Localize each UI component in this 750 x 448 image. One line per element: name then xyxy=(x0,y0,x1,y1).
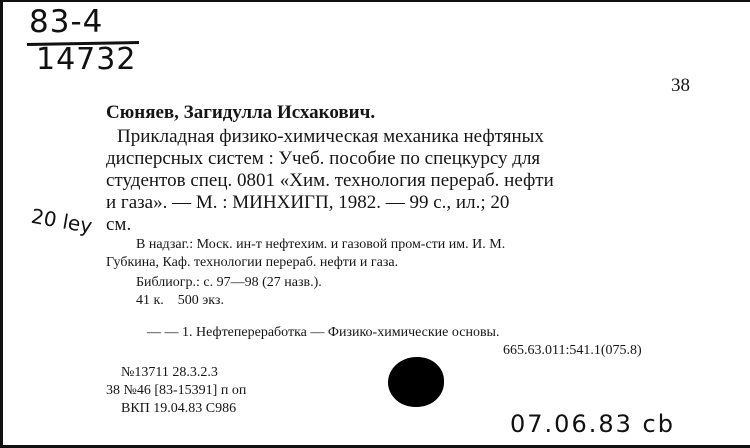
title-line: и газа». — М. : МИНХИГП, 1982. — 99 с., ил.; 20 xyxy=(106,192,510,213)
title-line: Прикладная физико-химическая механика нефтяных xyxy=(117,126,544,147)
handwritten-shelf-mark: 83-4 xyxy=(29,4,104,40)
title-line: см. xyxy=(106,214,132,235)
note-line: Библиогр.: с. 97—98 (27 назв.). xyxy=(136,275,322,290)
handwritten-margin-note: 20 ley xyxy=(29,203,95,239)
footer-line: 38 №46 [83-15391] п оп xyxy=(106,383,247,398)
classification-index: 665.63.011:541.1(075.8) xyxy=(503,343,642,358)
handwritten-inventory-number: 14732 xyxy=(36,42,137,77)
footer-line: №13711 28.3.2.3 xyxy=(121,365,218,380)
subject-heading: — — 1. Нефтепереработка — Физико-химические основы. xyxy=(147,325,500,340)
author-heading: Сюняев, Загидулла Исхакович. xyxy=(106,102,376,123)
title-line: студентов спец. 0801 «Хим. технология перераб. нефти xyxy=(106,170,554,191)
footer-line: ВКП 19.04.83 С986 xyxy=(121,401,237,416)
card-number: 38 xyxy=(671,75,690,96)
note-line: 41 к. 500 экз. xyxy=(136,293,224,308)
ink-blot xyxy=(388,357,444,407)
note-line: Губкина, Каф. технологии перераб. нефти и газа. xyxy=(106,255,399,270)
note-line: В надзаг.: Моск. ин-т нефтехим. и газовой пром-сти им. И. М. xyxy=(136,237,506,252)
handwritten-date: 07.06.83 cb xyxy=(510,410,675,438)
title-line: дисперсных систем : Учеб. пособие по спецкурсу для xyxy=(106,148,541,169)
